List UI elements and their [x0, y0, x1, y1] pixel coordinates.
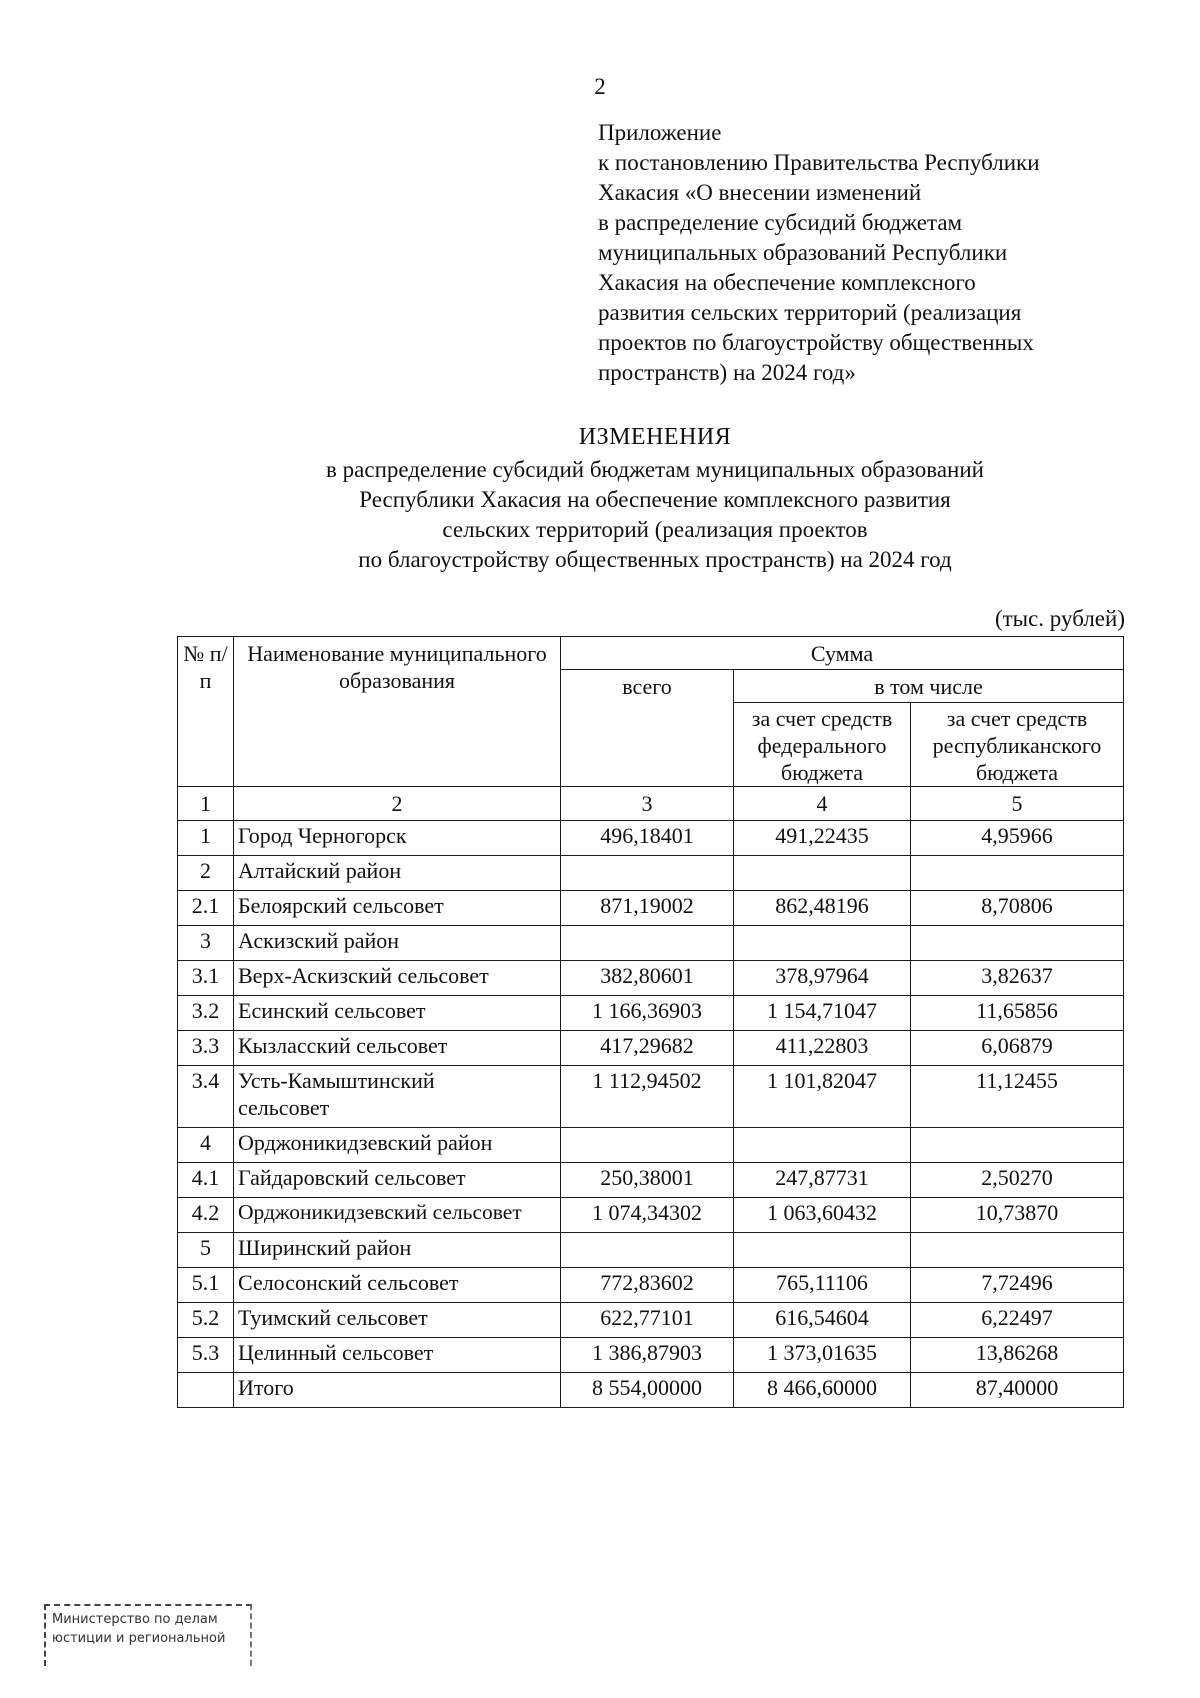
table-row [178, 961, 1124, 996]
row-total [561, 856, 734, 891]
row-total: 250,38001 [561, 1163, 734, 1198]
row-total [561, 1128, 734, 1163]
row-republic [911, 1233, 1124, 1268]
row-total: 622,77101 [561, 1303, 734, 1338]
row-code [178, 1373, 234, 1408]
appendix-line: проектов по благоустройству общественных [598, 330, 1034, 355]
row-republic: 6,06879 [911, 1031, 1124, 1066]
header-republic: за счет средств республиканского бюджета [911, 703, 1124, 787]
row-code: 5.3 [178, 1338, 234, 1373]
row-republic: 11,12455 [911, 1066, 1124, 1128]
row-code: 3.3 [178, 1031, 234, 1066]
row-code: 2.1 [178, 891, 234, 926]
row-federal: 378,97964 [734, 961, 911, 996]
table-total-row [178, 1373, 1124, 1408]
appendix-line: в распределение субсидий бюджетам [598, 210, 963, 235]
row-federal: 247,87731 [734, 1163, 911, 1198]
row-total: 496,18401 [561, 821, 734, 856]
row-code: 4.1 [178, 1163, 234, 1198]
column-number: 4 [734, 787, 911, 821]
table-row [178, 821, 1124, 856]
row-total: 871,19002 [561, 891, 734, 926]
row-name: Верх-Аскизский сельсовет [234, 961, 561, 996]
row-federal: 862,48196 [734, 891, 911, 926]
row-republic: 2,50270 [911, 1163, 1124, 1198]
table-row [178, 891, 1124, 926]
row-name: Белоярский сельсовет [234, 891, 561, 926]
row-republic [911, 856, 1124, 891]
appendix-line: развития сельских территорий (реализация [598, 300, 1022, 325]
row-name: Ширинский район [234, 1233, 561, 1268]
row-total: 1 166,36903 [561, 996, 734, 1031]
row-republic: 6,22497 [911, 1303, 1124, 1338]
row-republic: 87,40000 [911, 1373, 1124, 1408]
header-name: Наименование муниципального образования [234, 637, 561, 787]
table-row [178, 996, 1124, 1031]
row-federal [734, 1233, 911, 1268]
row-total [561, 926, 734, 961]
row-federal: 1 154,71047 [734, 996, 911, 1031]
header-including: в том числе [734, 670, 1124, 703]
ministry-stamp [44, 1604, 252, 1666]
row-name: Город Черногорск [234, 821, 561, 856]
table-row [178, 1303, 1124, 1338]
row-republic: 8,70806 [911, 891, 1124, 926]
header-federal: за счет средств федерального бюджета [734, 703, 911, 787]
table-row [178, 1233, 1124, 1268]
row-name: Целинный сельсовет [234, 1338, 561, 1373]
row-name: Кызласский сельсовет [234, 1031, 561, 1066]
table-row [178, 1338, 1124, 1373]
row-name: Алтайский район [234, 856, 561, 891]
row-code: 4.2 [178, 1198, 234, 1233]
row-code: 4 [178, 1128, 234, 1163]
document-subtitle [0, 455, 1200, 575]
row-federal: 411,22803 [734, 1031, 911, 1066]
row-federal [734, 856, 911, 891]
row-total: 8 554,00000 [561, 1373, 734, 1408]
stamp-line: юстиции и региональной [52, 1631, 226, 1646]
appendix-line: пространств) на 2024 год» [598, 360, 856, 385]
row-federal: 8 466,60000 [734, 1373, 911, 1408]
row-total: 1 112,94502 [561, 1066, 734, 1128]
row-federal [734, 926, 911, 961]
row-federal: 1 101,82047 [734, 1066, 911, 1128]
column-number: 3 [561, 787, 734, 821]
row-total [561, 1233, 734, 1268]
row-name: Орджоникидзевский район [234, 1128, 561, 1163]
appendix-line: Хакасия на обеспечение комплексного [598, 270, 976, 295]
column-number: 5 [911, 787, 1124, 821]
table-row [178, 1066, 1124, 1128]
row-code: 3.2 [178, 996, 234, 1031]
row-code: 5.1 [178, 1268, 234, 1303]
stamp-line: Министерство по делам [52, 1612, 218, 1627]
row-federal: 491,22435 [734, 821, 911, 856]
row-republic: 13,86268 [911, 1338, 1124, 1373]
appendix-line: Хакасия «О внесении изменений [598, 180, 922, 205]
row-code: 3.4 [178, 1066, 234, 1128]
appendix-block [598, 118, 1158, 388]
appendix-line: муниципальных образований Республики [598, 240, 1008, 265]
page-number: 2 [594, 74, 606, 99]
table-row [178, 926, 1124, 961]
header-total: всего [561, 670, 734, 787]
row-total: 1 074,34302 [561, 1198, 734, 1233]
document-title: ИЗМЕНЕНИЯ [578, 424, 732, 450]
row-total: 1 386,87903 [561, 1338, 734, 1373]
column-number: 1 [178, 787, 234, 821]
row-total: 772,83602 [561, 1268, 734, 1303]
row-code: 1 [178, 821, 234, 856]
table-row [178, 856, 1124, 891]
row-republic [911, 1128, 1124, 1163]
appendix-line: Приложение [598, 120, 722, 145]
appendix-line: к постановлению Правительства Республики [598, 150, 1040, 175]
row-name: Усть-Камыштинский сельсовет [234, 1066, 561, 1128]
row-republic [911, 926, 1124, 961]
header-num: № п/п [178, 637, 234, 787]
table-row [178, 1268, 1124, 1303]
header-sum: Сумма [561, 637, 1124, 670]
table-row [178, 1031, 1124, 1066]
row-name: Селосонский сельсовет [234, 1268, 561, 1303]
row-federal [734, 1128, 911, 1163]
table-row [178, 1128, 1124, 1163]
row-republic: 3,82637 [911, 961, 1124, 996]
units-label: (тыс. рублей) [994, 606, 1125, 631]
row-total: 417,29682 [561, 1031, 734, 1066]
row-federal: 1 373,01635 [734, 1338, 911, 1373]
row-republic: 11,65856 [911, 996, 1124, 1031]
subtitle-line: сельских территорий (реализация проектов [442, 517, 868, 542]
row-republic: 7,72496 [911, 1268, 1124, 1303]
row-code: 2 [178, 856, 234, 891]
table-row [178, 1163, 1124, 1198]
subsidy-table [177, 636, 1124, 1408]
row-federal: 765,11106 [734, 1268, 911, 1303]
row-republic: 10,73870 [911, 1198, 1124, 1233]
table-row [178, 1198, 1124, 1233]
column-number: 2 [234, 787, 561, 821]
row-code: 5.2 [178, 1303, 234, 1338]
row-name: Итого [234, 1373, 561, 1408]
subtitle-line: по благоустройству общественных пространств) на 2024 год [358, 547, 952, 572]
row-code: 3.1 [178, 961, 234, 996]
subtitle-line: Республики Хакасия на обеспечение комплексного развития [359, 487, 951, 512]
row-federal: 1 063,60432 [734, 1198, 911, 1233]
row-code: 5 [178, 1233, 234, 1268]
row-code: 3 [178, 926, 234, 961]
row-federal: 616,54604 [734, 1303, 911, 1338]
row-name: Есинский сельсовет [234, 996, 561, 1031]
row-name: Орджоникидзевский сельсовет [234, 1198, 561, 1233]
row-name: Аскизский район [234, 926, 561, 961]
row-name: Гайдаровский сельсовет [234, 1163, 561, 1198]
row-name: Туимский сельсовет [234, 1303, 561, 1338]
row-total: 382,80601 [561, 961, 734, 996]
row-republic: 4,95966 [911, 821, 1124, 856]
subtitle-line: в распределение субсидий бюджетам муниципальных образований [326, 457, 984, 482]
